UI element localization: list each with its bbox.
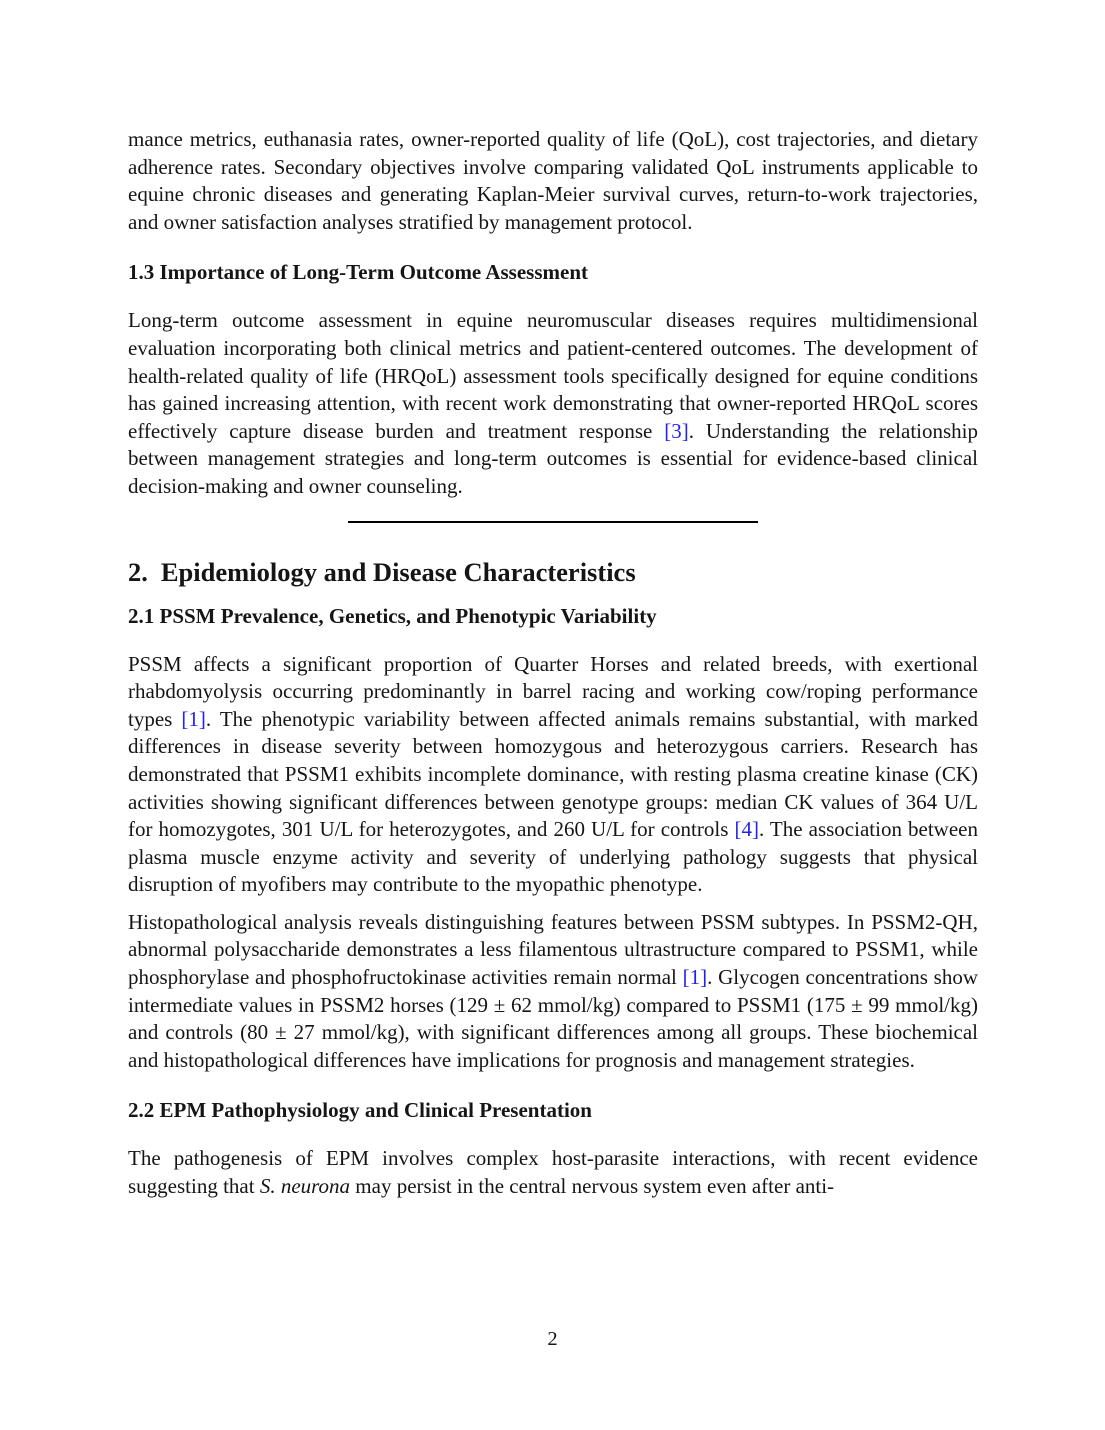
paragraph-histopathology [128, 909, 978, 1075]
citation-link[interactable]: [1] [682, 965, 708, 990]
subsection-heading-2-2: 2.2 EPM Pathophysiology and Clinical Presentation [128, 1098, 592, 1123]
paragraph-intro-continuation [128, 126, 978, 236]
text-run: PSSM affects a significant proportion of Quarter Horses and related breeds, with exertional rhabdomyolysis occurring predominantly in barrel racing and working cow/roping performance types [128, 651, 978, 731]
citation-link[interactable]: [4] [734, 817, 759, 842]
page-content [128, 126, 978, 1211]
citation-link[interactable]: [3] [664, 418, 689, 443]
subsection-heading-2-1: 2.1 PSSM Prevalence, Genetics, and Phenotypic Variability [128, 603, 657, 628]
page-number: 2 [547, 1328, 558, 1350]
text-run: Long-term outcome assessment in equine neuromuscular diseases requires multidimensional evaluation incorporating both clinical metrics and patient-centered outcomes. The development of health-related quality of life (HRQoL) assessment tools specifically designed for equine conditions has gained increasing attention, with recent work demonstrating that owner-reported HRQoL scores effectively capture disease burden and treatment response [128, 308, 978, 443]
section-number: 2. [128, 556, 148, 587]
text-run: The pathogenesis of EPM involves complex host-parasite interactions, with recent evidence suggesting that [128, 1146, 978, 1199]
paragraph-pssm-prevalence [128, 651, 978, 899]
text-run: . The phenotypic variability between affected animals remains substantial, with marked differences in disease severity between homozygous and heterozygous carriers. Research has demonstrated that PSSM1 exhibits incomplete dominance, with resting plasma creatine kinase (CK) activities showing significant differences between genotype groups: median CK values of 364 U/L for homozygotes, 301 U/L for heterozygotes, and 260 U/L for controls [128, 706, 978, 842]
text-run: . Understanding the relationship between management strategies and long-term outcomes is essential for evidence-based clinical decision-making and owner counseling. [128, 418, 978, 498]
text-run: may persist in the central nervous system even after anti- [350, 1174, 835, 1199]
text-run: mance metrics, euthanasia rates, owner-reported quality of life (QoL), cost trajectories, and dietary adherence rates. Secondary objectives involve comparing validated QoL instruments applicable to equine chronic diseases and generating Kaplan-Meier survival curves, return-to-work trajectories, and owner satisfaction analyses stratified by management protocol. [128, 127, 978, 234]
paragraph-longterm-outcome [128, 307, 978, 500]
section-divider-rule [348, 521, 758, 523]
text-run: . Glycogen concentrations show intermediate values in PSSM2 horses (129 ± 62 mmol/kg) compared to PSSM1 (175 ± 99 mmol/kg) and controls (80 ± 27 mmol/kg), with significant differences among all groups. These biochemical and histopathological differences have implications for prognosis and management strategies. [128, 965, 978, 1072]
citation-link[interactable]: [1] [181, 706, 206, 731]
text-run: Histopathological analysis reveals distinguishing features between PSSM subtypes. In PSSM2-QH, abnormal polysaccharide demonstrates a less filamentous ultrastructure compared to PSSM1, while phosphorylase and phosphofructokinase activities remain normal [128, 909, 978, 990]
section-title: Epidemiology and Disease Characteristics [160, 556, 636, 587]
text-run: . The association between plasma muscle enzyme activity and severity of underlying pathology suggests that physical disruption of myofibers may contribute to the myopathic phenotype. [128, 817, 978, 897]
section-heading-2 [128, 557, 978, 588]
italic-term: S. neurona [259, 1174, 351, 1199]
subsection-heading-1-3: 1.3 Importance of Long-Term Outcome Assessment [128, 260, 589, 285]
paragraph-epm-pathogenesis [128, 1145, 978, 1200]
